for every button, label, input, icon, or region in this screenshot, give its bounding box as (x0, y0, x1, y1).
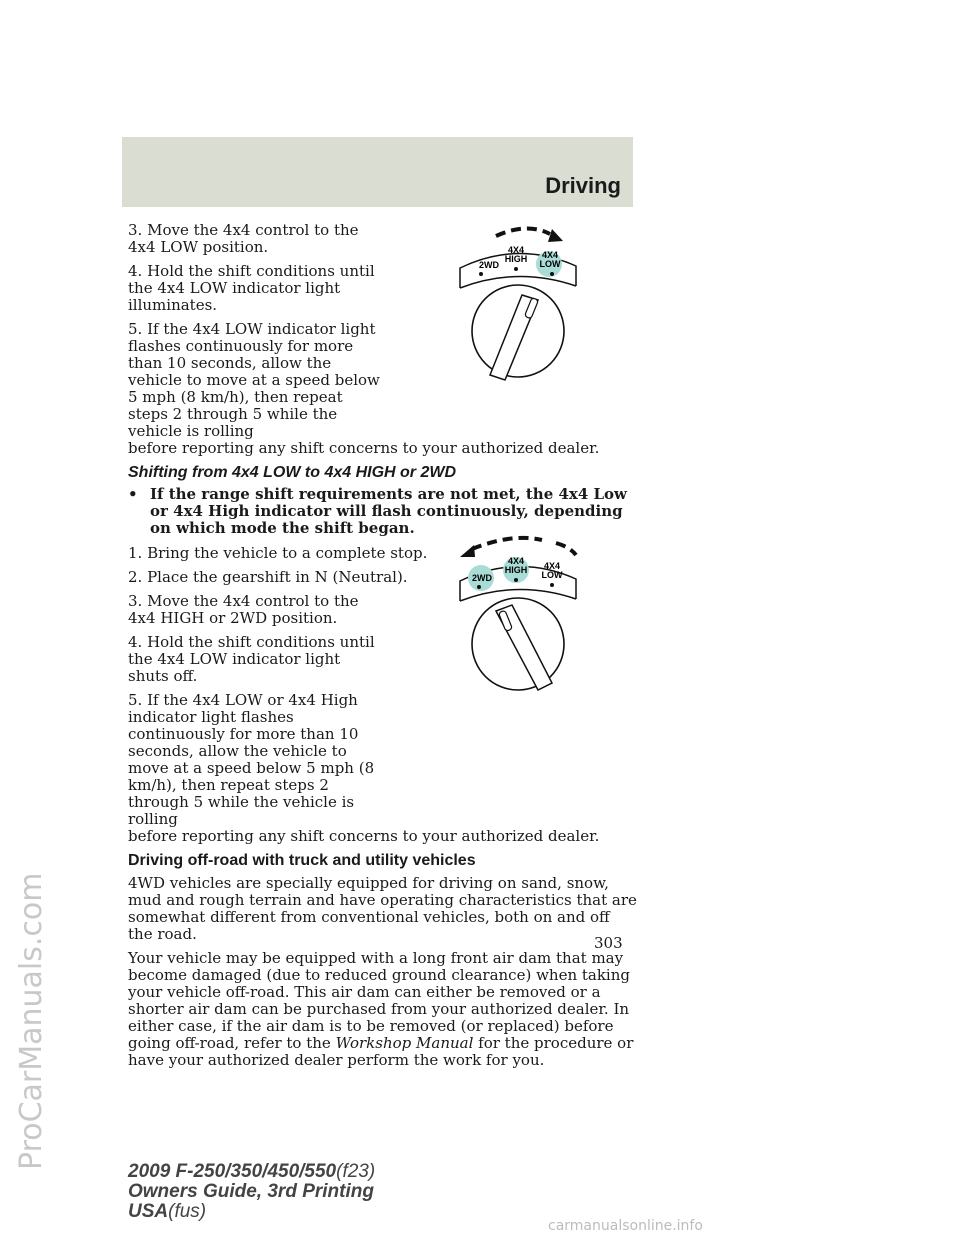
step-5-high-continued: before reporting any shift concerns to your authorized dealer. (128, 827, 600, 845)
bullet-symbol: • (128, 485, 138, 503)
heading-shifting: Shifting from 4x4 LOW to 4x4 HIGH or 2WD (128, 464, 457, 481)
label-low: LOW (541, 570, 563, 580)
label-4x4-high: 4X4 (507, 245, 525, 255)
paragraph-air-dam (128, 950, 638, 1069)
paragraph-4wd: 4WD vehicles are specially equipped for driving on sand, snow, mud and rough terrain and have operating characteristics that are somewhat different from conventional vehicles, both on and off the road. (128, 874, 637, 943)
air-dam-text: Your vehicle may be equipped with a long front air dam that may become damaged (due to reduced ground clearance) when taking your vehicle off-road. This air dam can either be removed or a shorter air dam can be purchased from your authorized dealer. In either case, if the air dam is to be removed (or replaced) before going off-road, refer to the (128, 949, 630, 1052)
bullet-item (128, 486, 638, 537)
footer-model: 2009 F-250/350/450/550 (128, 1161, 337, 1182)
footer (128, 1162, 375, 1222)
heading-offroad: Driving off-road with truck and utility vehicles (128, 852, 476, 869)
dashed-rotation-arrow (472, 538, 542, 549)
air-dam-text-end: for the procedure or have your authorized dealer perform the work for you. (128, 1034, 634, 1069)
step-4-high: 4. Hold the shift conditions until the 4x4 LOW indicator light shuts off. (128, 633, 375, 685)
label-4x4-low: 4X4 (543, 561, 561, 571)
footer-market-code: (fus) (168, 1201, 207, 1222)
watermark: ProCarManuals.com (14, 872, 49, 1170)
label-4x4-low: 4X4 (541, 250, 559, 260)
label-low: LOW (539, 259, 561, 269)
workshop-manual-ref: Workshop Manual (335, 1034, 474, 1052)
4x4-high-2wd-selector-diagram (452, 535, 587, 700)
label-2wd: 2WD (472, 573, 492, 583)
label-2wd: 2WD (479, 260, 499, 270)
footer-market: USA (128, 1201, 169, 1222)
step-2-neutral: 2. Place the gearshift in N (Neutral). (128, 568, 408, 586)
arrow-head-right-icon (548, 229, 563, 242)
header-band (122, 137, 633, 207)
4x4-low-selector-diagram (452, 222, 587, 387)
step-1-stop: 1. Bring the vehicle to a complete stop. (128, 544, 428, 562)
step-3-low: 3. Move the 4x4 control to the 4x4 LOW position. (128, 221, 359, 256)
label-high: HIGH (504, 565, 528, 575)
bullet-text: If the range shift requirements are not met, the 4x4 Low or 4x4 High indicator will flash continuously, depending on which mode the shift began. (150, 485, 627, 537)
footer-site: carmanualsonline.info (548, 1218, 703, 1234)
section-title: Driving (545, 173, 621, 198)
step-5-low: 5. If the 4x4 LOW indicator light flashes continuously for more than 10 seconds, allow the vehicle to move at a speed below 5 mph (8 km/h), then repeat steps 2 through 5 while the vehicle is rolling (128, 320, 380, 440)
step-4-low: 4. Hold the shift conditions until the 4x4 LOW indicator light illuminates. (128, 262, 375, 314)
label-4x4-high: 4X4 (507, 556, 525, 566)
dashed-rotation-arrow (496, 228, 550, 236)
label-high: HIGH (504, 254, 528, 264)
footer-model-code: (f23) (336, 1161, 376, 1182)
arrow-head-left-icon (460, 545, 475, 557)
footer-guide: Owners Guide, 3rd Printing (128, 1181, 374, 1202)
step-5-low-continued: before reporting any shift concerns to your authorized dealer. (128, 439, 600, 457)
step-3-high: 3. Move the 4x4 control to the 4x4 HIGH or 2WD position. (128, 592, 359, 627)
step-5-high: 5. If the 4x4 LOW or 4x4 High indicator light flashes continuously for more than 10 seconds, allow the vehicle to move at a speed below 5 mph (8 km/h), then repeat steps 2 through 5 while the vehicle is rolling (128, 691, 375, 828)
page-number: 303 (594, 934, 623, 952)
